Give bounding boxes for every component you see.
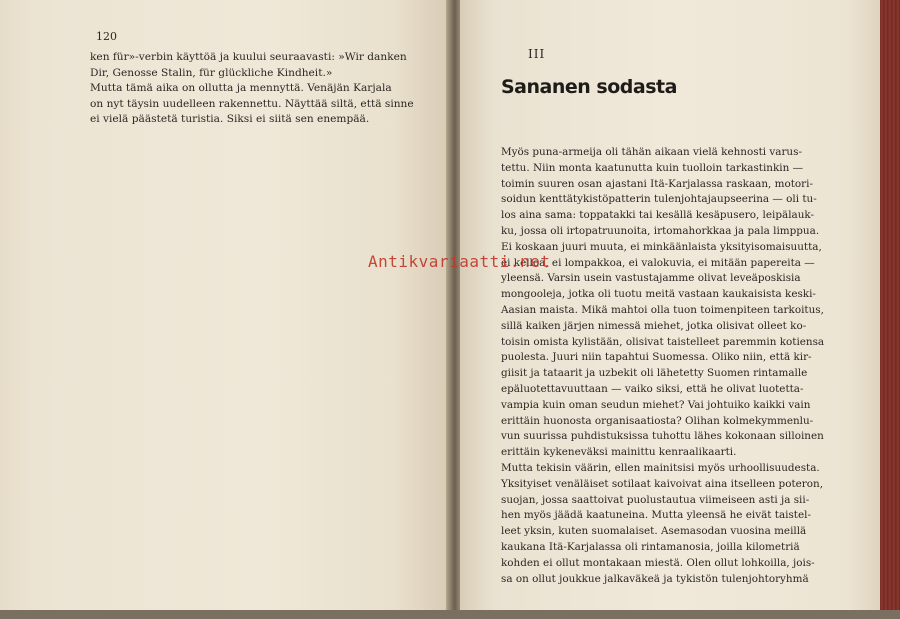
right-page-text xyxy=(501,145,824,587)
text-line: yleensä. Varsin usein vastustajamme olivat leveäposkisia xyxy=(501,272,801,285)
text-line: kaukana Itä-Karjalassa oli rintamanosia, joilla kilometriä xyxy=(501,540,800,553)
text-line: toisin omista kylistään, olisivat taistelleet paremmin kotiensa xyxy=(501,335,825,348)
chapter-title: Sananen sodasta xyxy=(501,76,677,98)
text-line: ei vielä päästetä turistia. Siksi ei siitä sen enempää. xyxy=(90,113,370,125)
text-line: sillä kaiken järjen nimessä miehet, jotka olisivat olleet ko- xyxy=(501,319,807,332)
text-line: hen myös jäädä kaatuneina. Mutta yleensä he eivät taistel- xyxy=(501,509,811,522)
text-line: kohden ei ollut montakaan miestä. Olen ollut lohkoilla, jois- xyxy=(501,556,815,569)
text-line: vun suurissa puhdistuksissa tuhottu lähes kokonaan silloinen xyxy=(501,430,824,443)
text-line: los aina sama: toppatakki tai kesällä kesäpusero, leipälauk- xyxy=(501,209,815,222)
text-line: puolesta. Juuri niin tapahtui Suomessa. Oliko niin, että kir- xyxy=(501,351,812,364)
text-line: ken für»-verbin käyttöä ja kuului seuraavasti: »Wir danken xyxy=(90,51,407,63)
text-line: Dir, Genosse Stalin, für glückliche Kindheit.» xyxy=(90,66,333,79)
left-page-text xyxy=(90,50,414,128)
text-line: suojan, jossa saattoivat puolustautua viimeiseen asti ja sii- xyxy=(501,493,810,506)
page-number: 120 xyxy=(96,30,117,43)
watermark: Antikvariaatti.net xyxy=(368,252,551,271)
text-line: epäluotettavuuttaan — vaiko siksi, että he olivat luotetta- xyxy=(501,382,804,395)
text-line: erittäin huonosta organisaatiosta? Olihan kolmekymmenlu- xyxy=(501,414,814,427)
text-line: Mutta tämä aika on ollutta ja mennyttä. Venäjän Karjala xyxy=(90,82,392,94)
text-line: sa on ollut joukkue jalkaväkeä ja tykistön tulenjohtoryhmä xyxy=(501,572,809,585)
text-line: Myös puna-armeija oli tähän aikaan vielä kehnosti varus- xyxy=(501,146,802,158)
text-line: tettu. Niin monta kaatunutta kuin tuolloin tarkastinkin — xyxy=(501,161,803,174)
text-line: Ei koskaan juuri muuta, ei minkäänlaista yksityisomaisuutta, xyxy=(501,240,822,253)
text-line: ku, jossa oli irtopatruunoita, irtomahorkkaa ja pala limppua. xyxy=(501,224,820,237)
text-line: on nyt täysin uudelleen rakennettu. Näyttää siltä, että sinne xyxy=(90,97,414,110)
page-edges xyxy=(880,0,900,619)
text-line: erittäin kykeneväksi mainittu kenraalikaarti. xyxy=(501,446,737,459)
text-line: Yksityiset venäläiset sotilaat kaivoivat aina itselleen poteron, xyxy=(501,477,824,490)
text-line: toimin suuren osan ajastani Itä-Karjalassa raskaan, motori- xyxy=(501,177,813,190)
chapter-number: III xyxy=(528,47,546,61)
bottom-shadow xyxy=(0,610,900,619)
text-line: ei kelloa, ei lompakkoa, ei valokuvia, ei mitään papereita — xyxy=(501,256,815,269)
text-line: leet yksin, kuten suomalaiset. Asemasodan vuosina meillä xyxy=(501,525,807,538)
text-line: Mutta tekisin väärin, ellen mainitsisi myös urhoollisuudesta. xyxy=(501,461,820,474)
text-line: vampia kuin oman seudun miehet? Vai johtuiko kaikki vain xyxy=(501,398,811,411)
text-line: mongooleja, jotka oli tuotu meitä vastaan kaukaisista keski- xyxy=(501,288,816,301)
text-line: Aasian maista. Mikä mahtoi olla tuon toimenpiteen tarkoitus, xyxy=(501,303,824,316)
text-line: soidun kenttätykistöpatterin tulenjohtajaupseerina — oli tu- xyxy=(501,193,817,206)
text-line: giisit ja tataarit ja uzbekit oli lähetetty Suomen rintamalle xyxy=(501,367,808,380)
